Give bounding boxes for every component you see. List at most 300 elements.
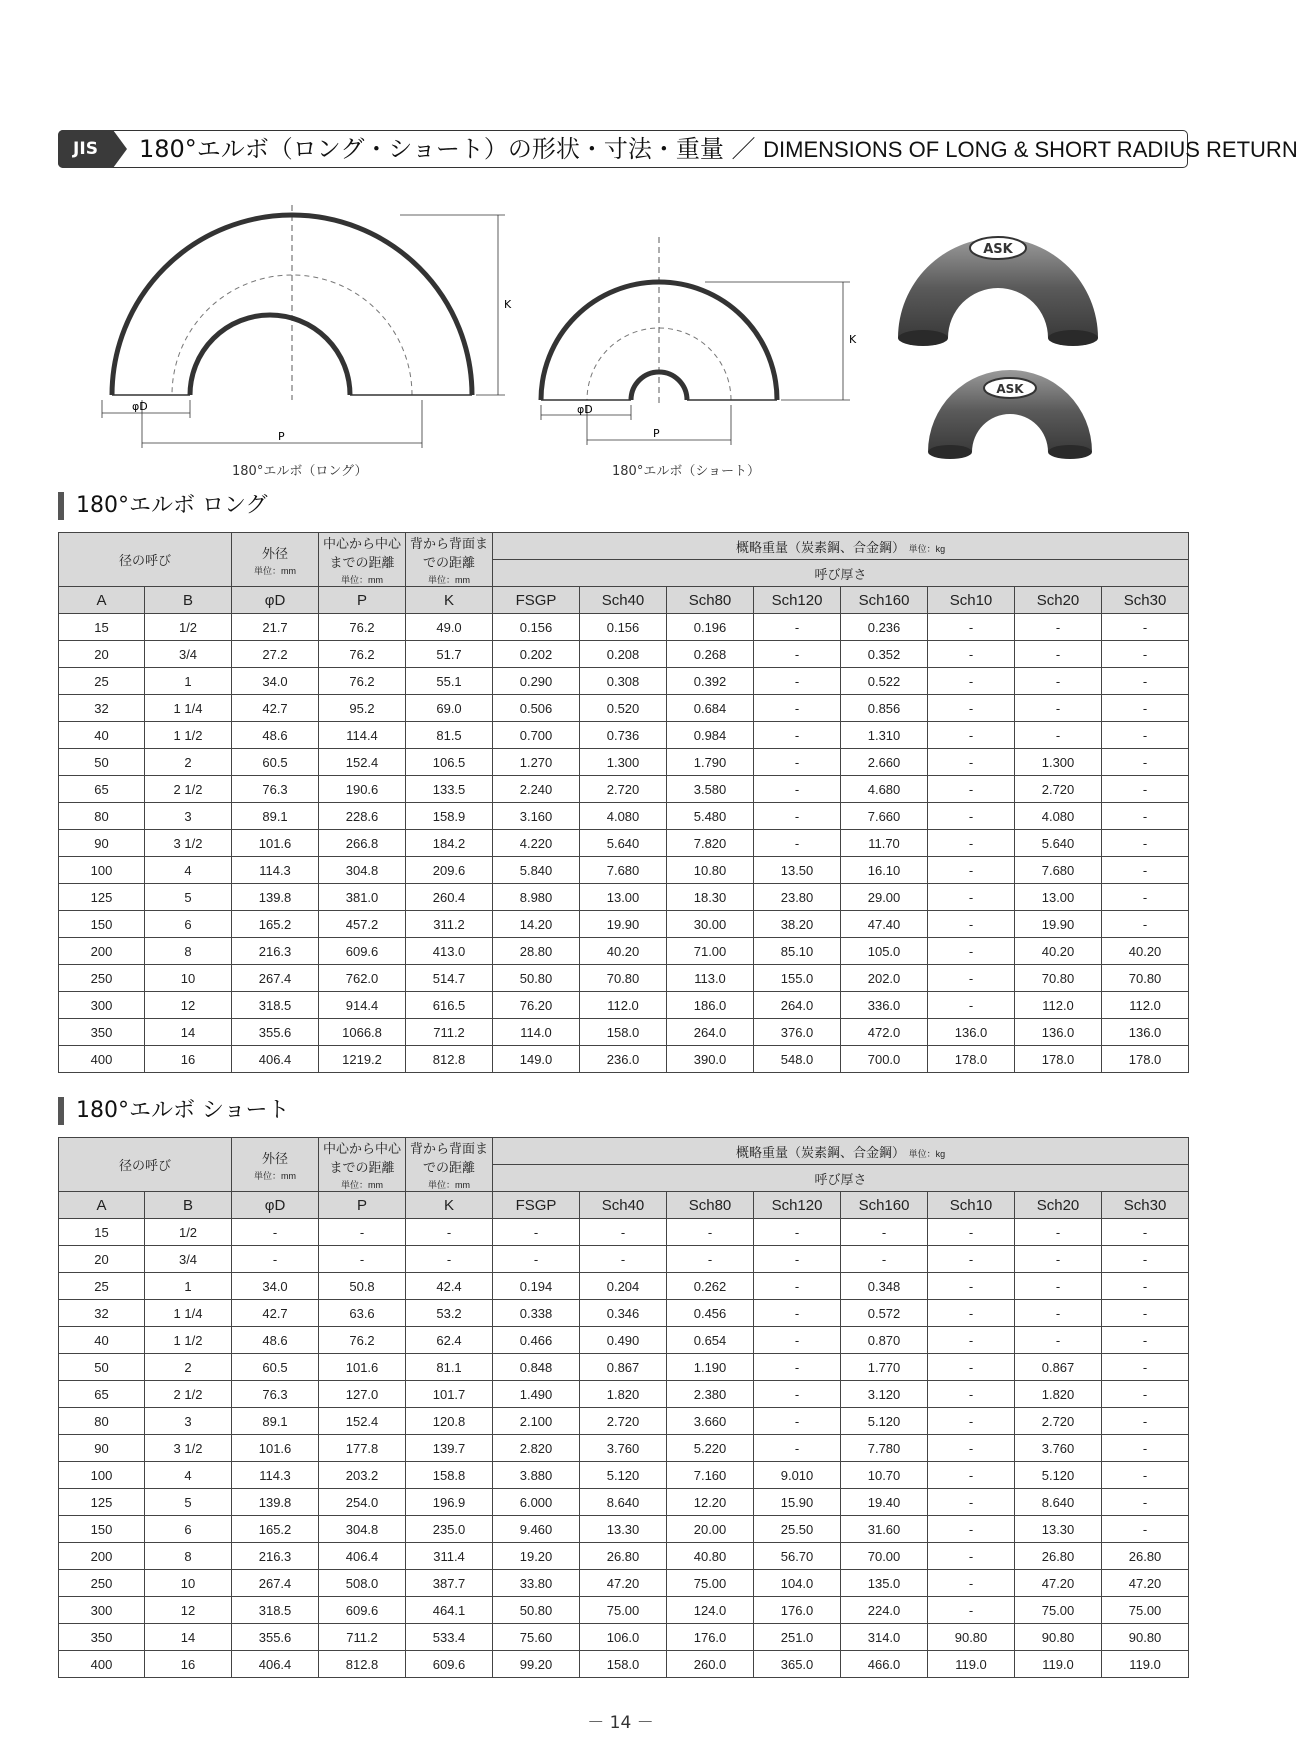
table-cell: 152.4 [319,749,406,776]
table-cell: - [1015,641,1102,668]
table-cell: 89.1 [232,1408,319,1435]
table-cell: 63.6 [319,1300,406,1327]
table-cell: 0.352 [841,641,928,668]
badge-arrow-icon [113,130,127,168]
table-cell: 50.8 [319,1273,406,1300]
table-cell: 70.00 [841,1543,928,1570]
table-cell: 1 [145,668,232,695]
table-cell: - [928,938,1015,965]
subheader-cell: FSGP [493,587,580,614]
table-cell: 55.1 [406,668,493,695]
table-row [59,830,1189,857]
table-cell: 0.684 [667,695,754,722]
page-title-ja: 180°エルボ（ロング・ショート）の形状・寸法・重量 ／ [139,135,756,163]
subheader-cell: P [319,1192,406,1219]
table-row [59,938,1189,965]
table-cell: 9.010 [754,1462,841,1489]
table-cell: - [1102,857,1189,884]
table-cell: 101.6 [319,1354,406,1381]
table-cell: 2.100 [493,1408,580,1435]
table-cell: 0.346 [580,1300,667,1327]
table-cell: - [928,641,1015,668]
table-cell: 0.870 [841,1327,928,1354]
table-cell: 350 [59,1019,145,1046]
table-cell: 365.0 [754,1651,841,1678]
table-cell: 0.194 [493,1273,580,1300]
table-cell: 235.0 [406,1516,493,1543]
table-cell: 7.660 [841,803,928,830]
table-cell: - [928,884,1015,911]
table-cell: - [1102,614,1189,641]
table-cell: 318.5 [232,1597,319,1624]
table-cell: 1.310 [841,722,928,749]
table-row [59,1354,1189,1381]
table-cell: 158.8 [406,1462,493,1489]
table-cell: 224.0 [841,1597,928,1624]
table-cell: 0.522 [841,668,928,695]
subheader-cell: Sch120 [754,1192,841,1219]
table-cell: 21.7 [232,614,319,641]
table-cell: 25 [59,1273,145,1300]
table-cell: - [754,776,841,803]
table-cell: 3/4 [145,641,232,668]
table-cell: - [754,1408,841,1435]
table-cell: - [928,1354,1015,1381]
table-cell: 114.3 [232,857,319,884]
table-cell: - [1015,1246,1102,1273]
table-cell: 5 [145,884,232,911]
table-cell: - [1015,1300,1102,1327]
table-cell: 390.0 [667,1046,754,1073]
long-dimensions-table [58,532,1189,1073]
table-cell: 69.0 [406,695,493,722]
table-cell: 2.720 [580,1408,667,1435]
page-title [139,131,1298,168]
page-number: － 14 － [587,1713,654,1733]
table-cell: 19.90 [1015,911,1102,938]
table-cell: 136.0 [1015,1019,1102,1046]
long-return-diagram [100,200,520,470]
table-cell: - [667,1219,754,1246]
table-cell: 0.848 [493,1354,580,1381]
table-cell: 413.0 [406,938,493,965]
table-cell: 4 [145,1462,232,1489]
table-cell: 80 [59,1408,145,1435]
table-cell: - [1015,695,1102,722]
table-cell: - [928,1219,1015,1246]
table-cell: 90.80 [1102,1624,1189,1651]
table-cell: 25.50 [754,1516,841,1543]
table-cell: 14 [145,1624,232,1651]
table-cell: 40.20 [580,938,667,965]
table-cell: 700.0 [841,1046,928,1073]
table-cell: 19.20 [493,1543,580,1570]
table-row [59,1408,1189,1435]
table-cell: 1.300 [1015,749,1102,776]
table-cell: 28.80 [493,938,580,965]
table-cell: 0.520 [580,695,667,722]
subheader-cell: Sch10 [928,587,1015,614]
table-cell: 176.0 [667,1624,754,1651]
table-cell: 75.00 [1102,1597,1189,1624]
col-nominal: 径の呼び [59,533,232,587]
table-cell: 14.20 [493,911,580,938]
table-cell: 186.0 [667,992,754,1019]
short-return-diagram [535,235,865,460]
table-cell: 548.0 [754,1046,841,1073]
table-cell: 609.6 [319,938,406,965]
table-cell: 48.6 [232,1327,319,1354]
table-cell: 127.0 [319,1381,406,1408]
table-cell: 0.208 [580,641,667,668]
col-od: 外径 単位：mm [232,1138,319,1192]
table-cell: 13.00 [580,884,667,911]
table-cell: 9.460 [493,1516,580,1543]
table-cell: 762.0 [319,965,406,992]
col-back: 背から背面までの距離 単位：mm [406,533,493,587]
page-title-en: DIMENSIONS OF LONG & SHORT RADIUS RETURN [763,137,1298,162]
table-cell: - [406,1246,493,1273]
table-cell: 0.268 [667,641,754,668]
table-cell: 514.7 [406,965,493,992]
table-row [59,1651,1189,1678]
table-cell: 355.6 [232,1019,319,1046]
table-cell: - [928,722,1015,749]
table-cell: 40.20 [1102,938,1189,965]
table-cell: 5.480 [667,803,754,830]
table-row [59,1019,1189,1046]
table-cell: - [754,1219,841,1246]
long-d-label: φD [132,400,148,413]
table-cell: 15 [59,614,145,641]
table-cell: 304.8 [319,1516,406,1543]
table-cell: 113.0 [667,965,754,992]
table-cell: 406.4 [319,1543,406,1570]
table-cell: 254.0 [319,1489,406,1516]
table-cell: - [754,830,841,857]
table-cell: 2.240 [493,776,580,803]
table-cell: 10.70 [841,1462,928,1489]
table-cell: 1 1/2 [145,722,232,749]
col-center: 中心から中心までの距離 単位：mm [319,1138,406,1192]
table-cell: 13.50 [754,857,841,884]
table-cell: 20.00 [667,1516,754,1543]
table-cell: 1066.8 [319,1019,406,1046]
table-cell: 1.490 [493,1381,580,1408]
table-cell: 318.5 [232,992,319,1019]
table-cell: - [928,1327,1015,1354]
table-cell: 376.0 [754,1019,841,1046]
table-cell: - [1102,803,1189,830]
table-cell: 3 [145,1408,232,1435]
table-cell: 387.7 [406,1570,493,1597]
subheader-cell: A [59,1192,145,1219]
table-cell: - [928,1516,1015,1543]
table-row [59,722,1189,749]
table-cell: 1.790 [667,749,754,776]
col-schedule: 呼び厚さ [493,1165,1189,1192]
table-cell: - [493,1246,580,1273]
table-cell: 30.00 [667,911,754,938]
table-cell: - [1102,1408,1189,1435]
table-cell: 26.80 [1102,1543,1189,1570]
subheader-cell: K [406,1192,493,1219]
table-cell: 178.0 [1102,1046,1189,1073]
table-cell: 5.120 [1015,1462,1102,1489]
table-cell: 508.0 [319,1570,406,1597]
table-row [59,1246,1189,1273]
table-cell: 114.4 [319,722,406,749]
table-cell: 1/2 [145,1219,232,1246]
subheader-cell: Sch30 [1102,1192,1189,1219]
table-cell: 3 [145,803,232,830]
table-cell: 19.40 [841,1489,928,1516]
table-cell: - [754,1246,841,1273]
table-cell: 300 [59,1597,145,1624]
table-cell: - [1102,641,1189,668]
subheader-cell: Sch10 [928,1192,1015,1219]
table-row [59,614,1189,641]
table-row [59,1462,1189,1489]
table-row [59,1300,1189,1327]
table-cell: 2 1/2 [145,776,232,803]
table-cell: 40 [59,722,145,749]
table-cell: - [1102,776,1189,803]
table-row [59,1435,1189,1462]
table-cell: 7.680 [1015,857,1102,884]
table-cell: 81.1 [406,1354,493,1381]
table-cell: 178.0 [928,1046,1015,1073]
table-cell: 260.0 [667,1651,754,1678]
table-cell: 7.160 [667,1462,754,1489]
table-row [59,1516,1189,1543]
table-cell: - [1102,695,1189,722]
table-row [59,695,1189,722]
table-cell: - [580,1219,667,1246]
table-cell: 112.0 [1015,992,1102,1019]
table-cell: 32 [59,695,145,722]
table-cell: - [754,1381,841,1408]
table-cell: - [580,1246,667,1273]
table-cell: 80 [59,803,145,830]
table-cell: - [1015,668,1102,695]
table-cell: - [1102,830,1189,857]
table-cell: - [1102,1516,1189,1543]
table-cell: 336.0 [841,992,928,1019]
long-section-title: 180°エルボ ロング [58,492,268,520]
table-cell: 3.760 [580,1435,667,1462]
table-cell: 50 [59,749,145,776]
col-center: 中心から中心までの距離 単位：mm [319,533,406,587]
table-cell: 267.4 [232,1570,319,1597]
table-cell: 3 1/2 [145,830,232,857]
table-cell: - [928,992,1015,1019]
table-cell: 99.20 [493,1651,580,1678]
short-k-label: K [849,333,857,346]
table-cell: 75.00 [1015,1597,1102,1624]
table-cell: 18.30 [667,884,754,911]
table-cell: - [928,830,1015,857]
table-cell: 0.456 [667,1300,754,1327]
table-cell: 464.1 [406,1597,493,1624]
table-row [59,1219,1189,1246]
table-cell: 0.867 [580,1354,667,1381]
table-cell: 70.80 [580,965,667,992]
table-cell: 5.840 [493,857,580,884]
table-cell: - [232,1219,319,1246]
table-cell: 133.5 [406,776,493,803]
table-cell: 0.867 [1015,1354,1102,1381]
table-cell: 0.392 [667,668,754,695]
table-cell: 8 [145,938,232,965]
table-cell: 2 [145,749,232,776]
subheader-cell: K [406,587,493,614]
table-cell: 101.7 [406,1381,493,1408]
table-cell: 3.120 [841,1381,928,1408]
table-cell: - [928,1597,1015,1624]
table-cell: - [493,1219,580,1246]
table-cell: 5.120 [580,1462,667,1489]
product-photo [880,220,1170,470]
table-cell: 10 [145,965,232,992]
table-cell: - [1102,1300,1189,1327]
table-cell: 8 [145,1543,232,1570]
table-cell: 711.2 [319,1624,406,1651]
table-cell: 10.80 [667,857,754,884]
table-cell: 53.2 [406,1300,493,1327]
table-cell: 0.338 [493,1300,580,1327]
table-cell: 2.820 [493,1435,580,1462]
table-cell: 150 [59,1516,145,1543]
table-cell: 13.00 [1015,884,1102,911]
table-cell: 457.2 [319,911,406,938]
table-cell: 27.2 [232,641,319,668]
table-cell: 0.202 [493,641,580,668]
table-cell: - [754,1327,841,1354]
table-cell: - [1102,1327,1189,1354]
table-cell: 190.6 [319,776,406,803]
table-cell: 196.9 [406,1489,493,1516]
table-cell: 49.0 [406,614,493,641]
table-cell: 3.580 [667,776,754,803]
table-cell: 711.2 [406,1019,493,1046]
table-cell: 300 [59,992,145,1019]
subheader-cell: Sch40 [580,587,667,614]
table-cell: 16.10 [841,857,928,884]
table-cell: 13.30 [580,1516,667,1543]
short-p-label: P [653,427,660,440]
table-cell: 7.820 [667,830,754,857]
table-cell: 56.70 [754,1543,841,1570]
table-cell: - [754,749,841,776]
table-cell: 114.3 [232,1462,319,1489]
table-cell: 90.80 [928,1624,1015,1651]
table-cell: 250 [59,1570,145,1597]
table-cell: 176.0 [754,1597,841,1624]
table-cell: 16 [145,1651,232,1678]
table-cell: 13.30 [1015,1516,1102,1543]
table-cell: 5.220 [667,1435,754,1462]
table-cell: 40.20 [1015,938,1102,965]
table-cell: 50 [59,1354,145,1381]
table-cell: 1 1/4 [145,1300,232,1327]
table-cell: 75.00 [667,1570,754,1597]
table-cell: 76.2 [319,1327,406,1354]
table-cell: 1 [145,1273,232,1300]
table-cell: 76.2 [319,668,406,695]
table-cell: 47.20 [580,1570,667,1597]
table-cell: 60.5 [232,749,319,776]
table-cell: 90 [59,1435,145,1462]
table-cell: 33.80 [493,1570,580,1597]
table-cell: 0.466 [493,1327,580,1354]
table-cell: 11.70 [841,830,928,857]
table-cell: 0.984 [667,722,754,749]
table-cell: 139.8 [232,1489,319,1516]
table-cell: - [1102,884,1189,911]
table-cell: - [841,1219,928,1246]
table-cell: - [754,803,841,830]
table-cell: 42.7 [232,1300,319,1327]
table-cell: 2.720 [1015,1408,1102,1435]
table-cell: - [754,1435,841,1462]
table-cell: 0.506 [493,695,580,722]
table-cell: 12 [145,992,232,1019]
table-cell: 62.4 [406,1327,493,1354]
table-cell: - [754,1354,841,1381]
table-cell: 3 1/2 [145,1435,232,1462]
table-cell: - [841,1246,928,1273]
table-cell: 104.0 [754,1570,841,1597]
table-cell: 6 [145,1516,232,1543]
table-cell: - [928,1381,1015,1408]
table-cell: 400 [59,1046,145,1073]
table-cell: 0.156 [580,614,667,641]
table-cell: 101.6 [232,830,319,857]
subheader-cell: B [145,587,232,614]
page-header [58,130,1298,168]
table-cell: - [1015,1273,1102,1300]
table-cell: - [928,1462,1015,1489]
table-cell: - [928,857,1015,884]
table-row [59,1489,1189,1516]
table-cell: 216.3 [232,1543,319,1570]
table-cell: 609.6 [406,1651,493,1678]
table-cell: 4.680 [841,776,928,803]
table-cell: 6.000 [493,1489,580,1516]
table-cell: 71.00 [667,938,754,965]
table-cell: 8.980 [493,884,580,911]
table-cell: 149.0 [493,1046,580,1073]
table-cell: 914.4 [319,992,406,1019]
table-cell: - [928,1570,1015,1597]
table-cell: 0.156 [493,614,580,641]
table-row [59,1597,1189,1624]
table-cell: - [928,1435,1015,1462]
table-row [59,911,1189,938]
table-cell: 267.4 [232,965,319,992]
table-cell: 311.2 [406,911,493,938]
table-cell: 70.80 [1015,965,1102,992]
table-cell: 616.5 [406,992,493,1019]
table-cell: - [1102,1381,1189,1408]
table-cell: 12.20 [667,1489,754,1516]
table-cell: 2.720 [580,776,667,803]
table-cell: 112.0 [1102,992,1189,1019]
table-cell: - [1015,1219,1102,1246]
table-cell: 5.640 [1015,830,1102,857]
table-row [59,1543,1189,1570]
